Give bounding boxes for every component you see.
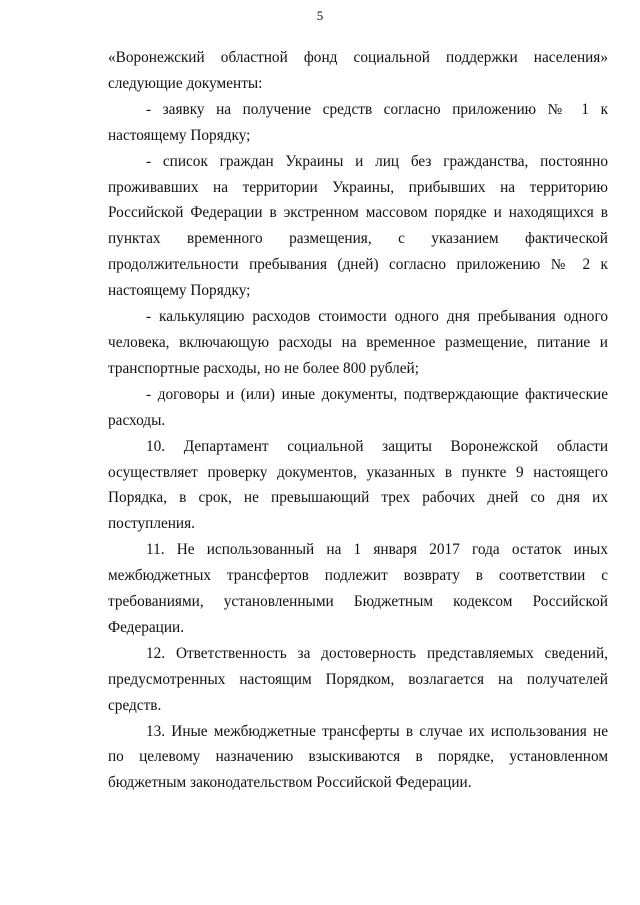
clause-12: 12. Ответственность за достоверность представляемых сведений, предусмотренных настоящим Порядком, возлагается на получателей средств. (108, 644, 608, 714)
list-item-contracts: - договоры и (или) иные документы, подтверждающие фактические расходы. (108, 385, 608, 429)
list-item-cost-calculation: - калькуляцию расходов стоимости одного дня пребывания одного человека, включающую расходы на временное размещение, питание и транспортные расходы, но не более 800 рублей; (108, 308, 608, 377)
document-body (108, 45, 608, 796)
page-number: 5 (316, 8, 324, 23)
list-item-citizens-list: - список граждан Украины и лиц без гражданства, постоянно проживавших на территории Украины, прибывших на территорию Российской Федерации в экстренном массовом порядке и находящихся в пунктах временного размещения, с указанием фактической продолжительности пребывания (дней) согласно приложению № 2 к настоящему Порядку; (108, 152, 608, 300)
clause-10: 10. Департамент социальной защиты Воронежской области осуществляет проверку документов, указанных в пункте 9 настоящего Порядка, в срок, не превышающий трех рабочих дней со дня их поступления. (108, 437, 608, 533)
list-item-application: - заявку на получение средств согласно приложению № 1 к настоящему Порядку; (108, 100, 608, 144)
clause-13: 13. Иные межбюджетные трансферты в случае их использования не по целевому назначению взыскиваются в порядке, установленном бюджетным законодательством Российской Федерации. (108, 722, 608, 792)
clause-11: 11. Не использованный на 1 января 2017 года остаток иных межбюджетных трансфертов подлежит возврату в соответствии с требованиями, установленными Бюджетным кодексом Российской Федерации. (108, 541, 608, 636)
paragraph-continuation: «Воронежский областной фонд социальной поддержки населения» следующие документы: (108, 49, 608, 92)
